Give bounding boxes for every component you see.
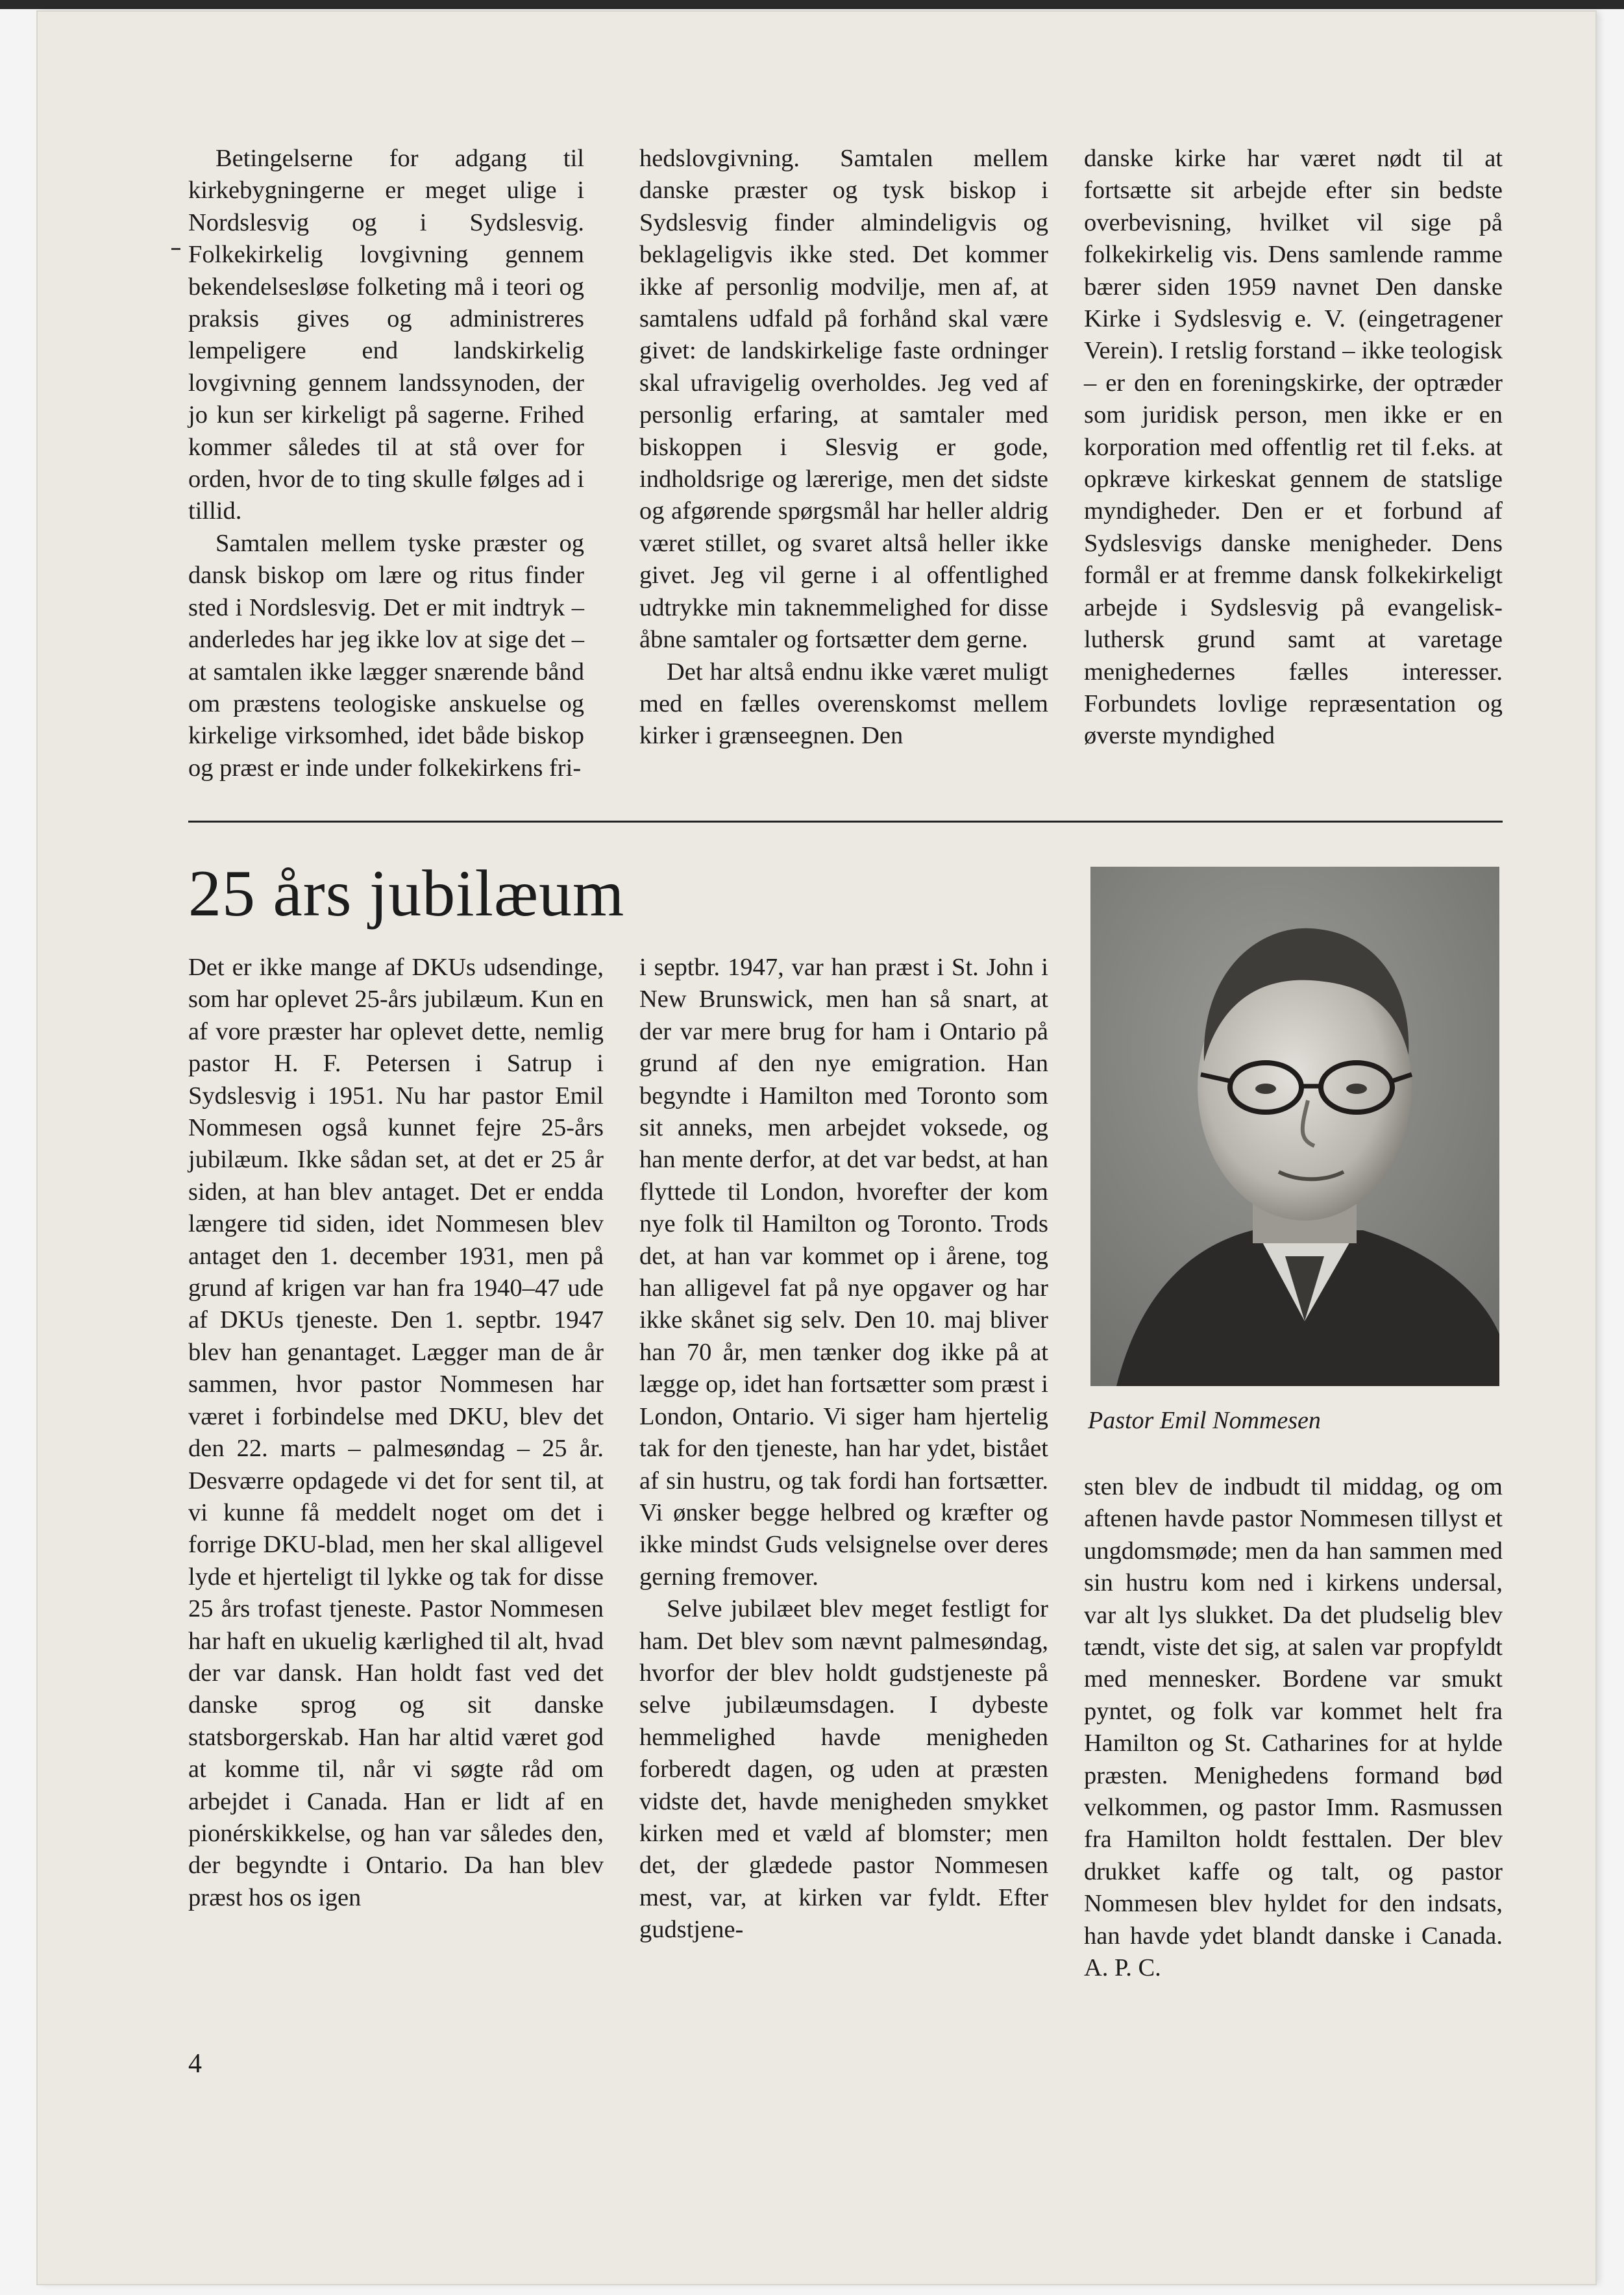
article-headline: 25 års jubilæum	[188, 857, 625, 930]
article-column-1	[188, 952, 604, 1914]
paragraph: Selve jubilæet blev meget festligt for ham. Det blev som nævnt palmesøndag, hvorfor der blev holdt gudstjeneste på selve jubilæumsdagen. I dybeste hemmelighed havde menigheden forberedt dagen, og uden at præsten vidste det, havde menigheden smykket kirken med et væld af blomster; men det, der glædede pastor Nommesen mest, var, at kirken var fyldt. Efter gudstjene-	[639, 1595, 1048, 1944]
article-column-2	[639, 952, 1048, 1946]
article-column-3	[1084, 1471, 1503, 1985]
top-article-column-2	[639, 143, 1048, 752]
paragraph: danske kirke har været nødt til at fortsætte sit arbejde efter sin bedste overbevisning, hvilket vil sige på folkekirkelig vis. Dens samlende ramme bærer siden 1959 navnet Den danske Kirke i Sydslesvig e. V. (eingetragener Verein). I retslig forstand – ikke teologisk – er den en foreningskirke, der optræder som juridisk person, men ikke er en korporation med offentlig ret til f.eks. at opkræve kirkeskat gennem de statslige myndigheder. Den er et forbund af Sydslesvigs danske menigheder. Dens formål er at fremme dansk folkekirkeligt arbejde i Sydslesvig på evangelisk-luthersk grund samt at varetage menighedernes fælles interesser. Forbundets lovlige repræsentation og øverste myndighed	[1084, 145, 1503, 750]
portrait-photo	[1090, 867, 1499, 1386]
top-article-column-3	[1084, 143, 1503, 752]
photo-caption: Pastor Emil Nommesen	[1088, 1407, 1321, 1434]
paragraph: Betingelserne for adgang til kirkebygningerne er meget ulige i Nordslesvig og i Sydslesvig. Folkekirkelig lovgivning gennem bekendelsesløse folketing må i teori og praksis gives og administreres lempeligere end landskirkelig lovgivning gennem landssynoden, der jo kun ser kirkeligt på sagerne. Frihed kommer således til at stå over for orden, hvor de to ting skulle følges ad i tillid.	[188, 145, 584, 525]
paragraph: Det har altså endnu ikke været muligt med en fælles overenskomst mellem kirker i grænseegnen. Den	[639, 658, 1048, 750]
section-divider	[188, 821, 1503, 823]
paragraph: sten blev de indbudt til middag, og om aftenen havde pastor Nommesen tillyst et ungdomsmøde; men da han sammen med sin hustru kom ned i kirkens undersal, var alt lys slukket. Da det pludselig blev tændt, viste det sig, at salen var propfyldt med mennesker. Bordene var smukt pyntet, og folk var kommet helt fra Hamilton og St. Catharines for at hylde præsten. Menighedens formand bød velkommen, og pastor Imm. Rasmussen fra Hamilton holdt festtalen. Der blev drukket kaffe og talt, og pastor Nommesen blev hyldet for den indsats, han havde ydet blandt danske i Canada. A. P. C.	[1084, 1473, 1503, 1982]
top-article-column-1	[188, 143, 584, 784]
scan-top-edge	[0, 0, 1624, 9]
margin-mark	[171, 248, 180, 250]
page-number: 4	[188, 2049, 202, 2079]
paragraph: hedslovgivning. Samtalen mellem danske præster og tysk biskop i Sydslesvig finder almindeligvis og beklageligvis ikke sted. Det kommer ikke af personlig modvilje, men af, at samtalens udfald på forhånd skal være givet: de landskirkelige faste ordninger skal ufravigelig overholdes. Jeg ved af personlig erfaring, at samtaler med biskoppen i Slesvig er gode, indholdsrige og lærerige, men det sidste og afgørende spørgsmål har heller aldrig været stillet, og svaret altså heller ikke givet. Jeg vil gerne i al offentlighed udtrykke min taknemmelighed for disse åbne samtaler og fortsætter dem gerne.	[639, 145, 1048, 654]
paragraph: Det er ikke mange af DKUs udsendinge, som har oplevet 25-års jubilæum. Kun en af vore præster har oplevet dette, nemlig pastor H. F. Petersen i Satrup i Sydslesvig i 1951. Nu har pastor Emil Nommesen også kunnet fejre 25-års jubilæum. Ikke sådan set, at det er 25 år siden, at han blev antaget. Det er endda længere tid siden, idet Nommesen blev antaget den 1. december 1931, men på grund af krigen var han fra 1940–47 ude af DKUs tjeneste. Den 1. septbr. 1947 blev han genantaget. Lægger man de år sammen, hvor pastor Nommesen har været i forbindelse med DKU, blev det den 22. marts – palmesøndag – 25 år. Desværre opdagede vi det for sent til, at vi kunne få meddelt noget om det i forrige DKU-blad, men her skal alligevel lyde et hjerteligt til lykke og tak for disse 25 års trofast tjeneste. Pastor Nommesen har haft en ukuelig kærlighed til alt, hvad der var dansk. Han holdt fast ved det danske sprog og sit danske statsborgerskab. Han har altid været god at komme til, når vi søgte råd om arbejdet i Canada. Han er lidt af en pionérskikkelse, og han var således den, der begyndte i Ontario. Da han blev præst hos os igen	[188, 954, 604, 1911]
paragraph: Samtalen mellem tyske præster og dansk biskop om lære og ritus finder sted i Nordslesvig. Det er mit indtryk – anderledes har jeg ikke lov at sige det – at samtalen ikke lægger snærende bånd om præstens teologiske anskuelse og kirkelige virksomhed, idet både biskop og præst er inde under folkekirkens fri-	[188, 529, 584, 782]
paragraph: i septbr. 1947, var han præst i St. John i New Brunswick, men han så snart, at der var mere brug for ham i Ontario på grund af den nye emigration. Han begyndte i Hamilton med Toronto som sit anneks, men arbejdet voksede, og han mente derfor, at det var bedst, at han flyttede til London, hvorefter der kom nye folk til Hamilton og Toronto. Trods det, at han var kommet op i årene, tog han alligevel fat på nye opgaver og har ikke skånet sig selv. Den 10. maj bliver han 70 år, men tænker dog ikke på at lægge op, idet han fortsætter som præst i London, Ontario. Vi siger ham hjertelig tak for den tjeneste, han har ydet, bistået af sin hustru, og tak fordi han fortsætter. Vi ønsker begge helbred og kræfter og ikke mindst Guds velsignelse over deres gerning fremover.	[639, 954, 1048, 1591]
